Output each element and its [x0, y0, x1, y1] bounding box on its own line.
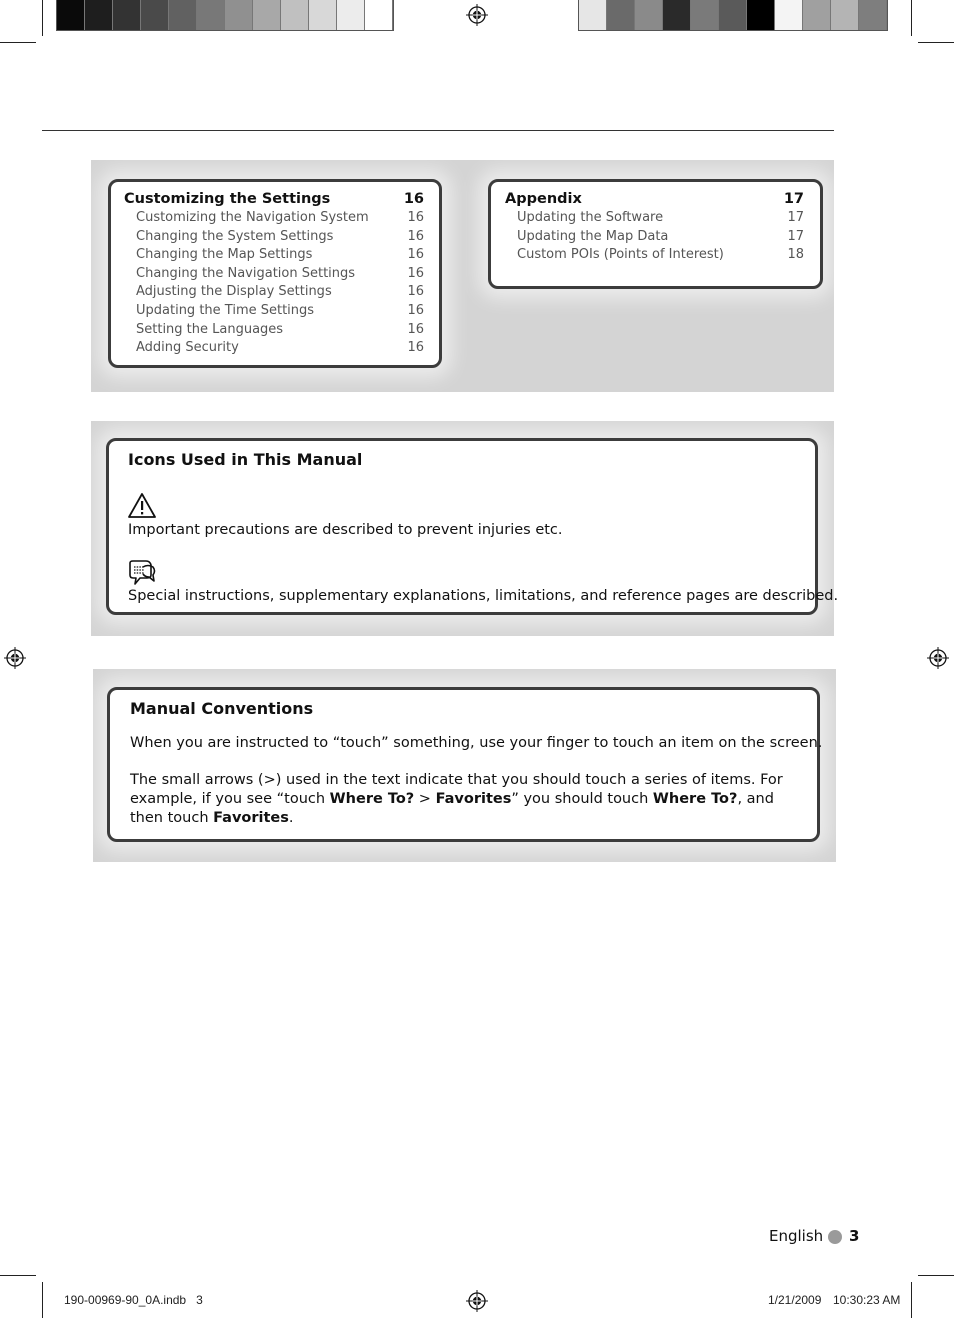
toc-item-page: 17: [787, 228, 804, 244]
toc-card-appendix: [488, 179, 823, 289]
toc-heading: Customizing the Settings: [124, 191, 331, 207]
color-swatch: [607, 0, 635, 30]
icons-section-title: Icons Used in This Manual: [128, 450, 363, 469]
footer-language: English: [769, 1227, 824, 1245]
color-swatch: [169, 0, 197, 30]
toc-heading-page: 17: [783, 191, 804, 207]
registration-mark-icon: [927, 647, 949, 669]
toc-item-label: Changing the Navigation Settings: [136, 265, 356, 281]
crop-mark: [0, 42, 36, 43]
color-swatch: [831, 0, 859, 30]
color-swatch: [803, 0, 831, 30]
toc-item-label: Changing the System Settings: [136, 228, 334, 244]
color-swatch: [579, 0, 607, 30]
color-swatch: [281, 0, 309, 30]
color-swatch: [635, 0, 663, 30]
crop-mark: [918, 42, 954, 43]
toc-item-label: Setting the Languages: [136, 321, 284, 337]
color-swatch: [663, 0, 691, 30]
color-swatch: [337, 0, 365, 30]
color-bar-right: [578, 0, 888, 31]
toc-item-label: Customizing the Navigation System: [136, 210, 369, 225]
conventions-paragraph-2: [130, 771, 810, 828]
note-description: Special instructions, supplementary explanations, limitations, and reference pages are described.: [128, 588, 839, 604]
registration-mark-icon: [466, 1290, 488, 1312]
toc-item-page: 16: [407, 303, 424, 318]
header-rule: [42, 130, 834, 131]
toc-item-page: 16: [407, 340, 424, 356]
color-swatch: [57, 0, 85, 30]
toc-item-page: 18: [787, 247, 804, 263]
crop-mark: [911, 0, 912, 36]
text-run: >: [414, 791, 436, 807]
color-swatch: [197, 0, 225, 30]
color-swatch: [747, 0, 775, 30]
toc-item-page: 16: [407, 265, 424, 281]
color-swatch: [691, 0, 719, 30]
crop-mark: [42, 1282, 43, 1318]
crop-mark: [42, 0, 43, 36]
color-bar-left: [56, 0, 394, 31]
toc-heading: Appendix: [505, 191, 582, 207]
bold-where-to: Where To?: [652, 791, 738, 807]
toc-item-label: Updating the Software: [517, 210, 664, 225]
color-swatch: [253, 0, 281, 30]
text-run: , and then touch: [130, 791, 774, 826]
color-swatch: [225, 0, 253, 30]
toc-item-page: 16: [407, 228, 424, 244]
footer-dot-icon: [828, 1230, 842, 1244]
color-swatch: [365, 0, 393, 30]
toc-item-page: 16: [407, 321, 424, 337]
slug-time: 10:30:23 AM: [833, 1293, 901, 1307]
toc-card-customizing: [108, 179, 442, 368]
toc-item-label: Changing the Map Settings: [136, 247, 313, 263]
conventions-title: Manual Conventions: [130, 699, 314, 718]
crop-mark: [0, 1275, 36, 1276]
toc-item-page: 16: [407, 210, 424, 225]
toc-item-label: Adjusting the Display Settings: [136, 284, 332, 300]
slug-date: 1/21/2009: [768, 1293, 822, 1307]
text-run: ” you should touch: [511, 791, 653, 807]
toc-item-page: 16: [407, 284, 424, 300]
bold-where-to: Where To?: [329, 791, 415, 807]
text-run: .: [288, 810, 294, 826]
slug-file: 190-00969-90_0A.indb 3: [64, 1293, 203, 1307]
toc-item-label: Adding Security: [136, 340, 239, 356]
text-run: The small arrows (>) used in the text indicate that you should touch a series of items. For example, if you see “touch: [130, 772, 783, 807]
toc-item-label: Updating the Time Settings: [136, 303, 315, 318]
registration-mark-icon: [466, 4, 488, 26]
toc-item-page: 17: [787, 210, 804, 225]
color-swatch: [85, 0, 113, 30]
bold-favorites: Favorites: [435, 791, 512, 807]
color-swatch: [113, 0, 141, 30]
icons-card: [106, 438, 839, 615]
conventions-card: [107, 687, 823, 842]
page-number: 3: [849, 1227, 860, 1245]
toc-item-label: Custom POIs (Points of Interest): [517, 247, 724, 263]
toc-heading-page: 16: [403, 191, 424, 207]
toc-item-label: Updating the Map Data: [517, 228, 669, 244]
note-speech-bubble-icon: [126, 559, 158, 587]
crop-mark: [918, 1275, 954, 1276]
warning-description: Important precautions are described to prevent injuries etc.: [128, 522, 563, 538]
crop-mark: [911, 1282, 912, 1318]
toc-item-page: 16: [407, 247, 424, 263]
registration-mark-icon: [4, 647, 26, 669]
bold-favorites: Favorites: [213, 810, 289, 826]
color-swatch: [141, 0, 169, 30]
color-swatch: [309, 0, 337, 30]
color-swatch: [859, 0, 887, 30]
color-swatch: [719, 0, 747, 30]
warning-triangle-icon: [127, 492, 157, 519]
color-swatch: [775, 0, 803, 30]
conventions-paragraph-1: When you are instructed to “touch” something, use your finger to touch an item on the screen.: [130, 735, 823, 751]
